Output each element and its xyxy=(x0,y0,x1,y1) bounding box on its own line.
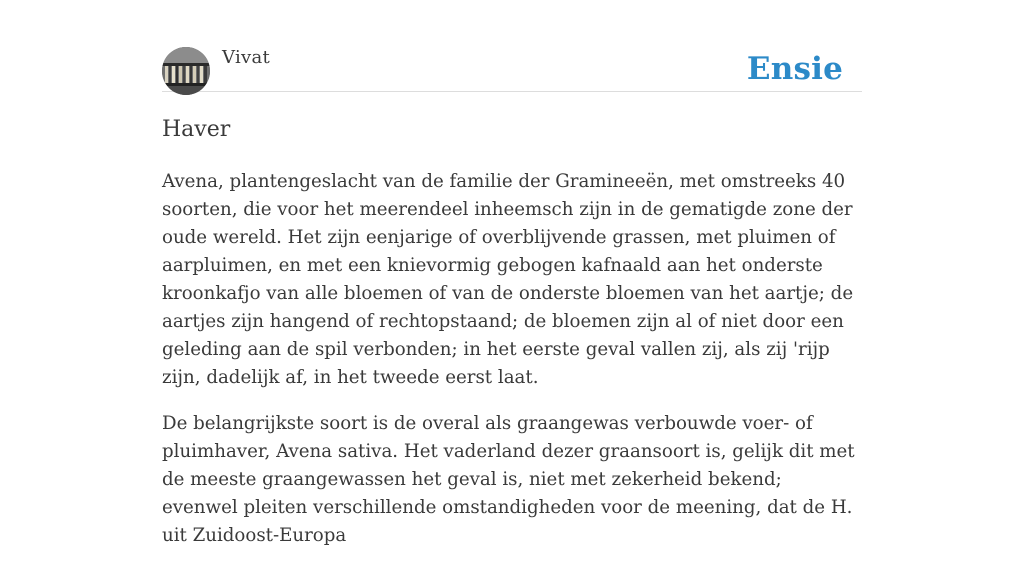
page-title: Haver xyxy=(162,117,231,142)
books-avatar-icon xyxy=(162,47,210,95)
author-avatar[interactable] xyxy=(162,47,210,95)
article-body xyxy=(162,168,862,568)
article-paragraph: Avena, plantengeslacht van de familie der Gramineeën, met omstreeks 40 soorten, die voor het meerendeel inheemsch zijn in de gematigde zone der oude wereld. Het zijn eenjarige of overblijvende grassen, met pluimen of aarpluimen, en met een knievormig gebogen kafnaald aan het onderste kroonkafjo van alle bloemen of van de onderste bloemen van het aartje; de aartjes zijn hangend of rechtopstaand; de bloemen zijn al of niet door een geleding aan de spil verbonden; in het eerste geval vallen zij, als zij 'rijp zijn, dadelijk af, in het tweede eerst laat. xyxy=(162,171,854,388)
header xyxy=(162,0,862,92)
page xyxy=(162,0,862,546)
author-name[interactable]: Vivat xyxy=(222,47,271,68)
article-paragraph: De belangrijkste soort is de overal als graangewas verbouwde voer- of pluimhaver, Avena sativa. Het vaderland dezer graansoort is, gelijk dit met de meeste graangewassen het geval is, niet met zekerheid bekend; evenwel pleiten verschillende omstandigheden voor de meening, dat de H. uit Zuidoost-Europa xyxy=(162,413,855,546)
brand-logo[interactable]: Ensie xyxy=(746,51,843,87)
